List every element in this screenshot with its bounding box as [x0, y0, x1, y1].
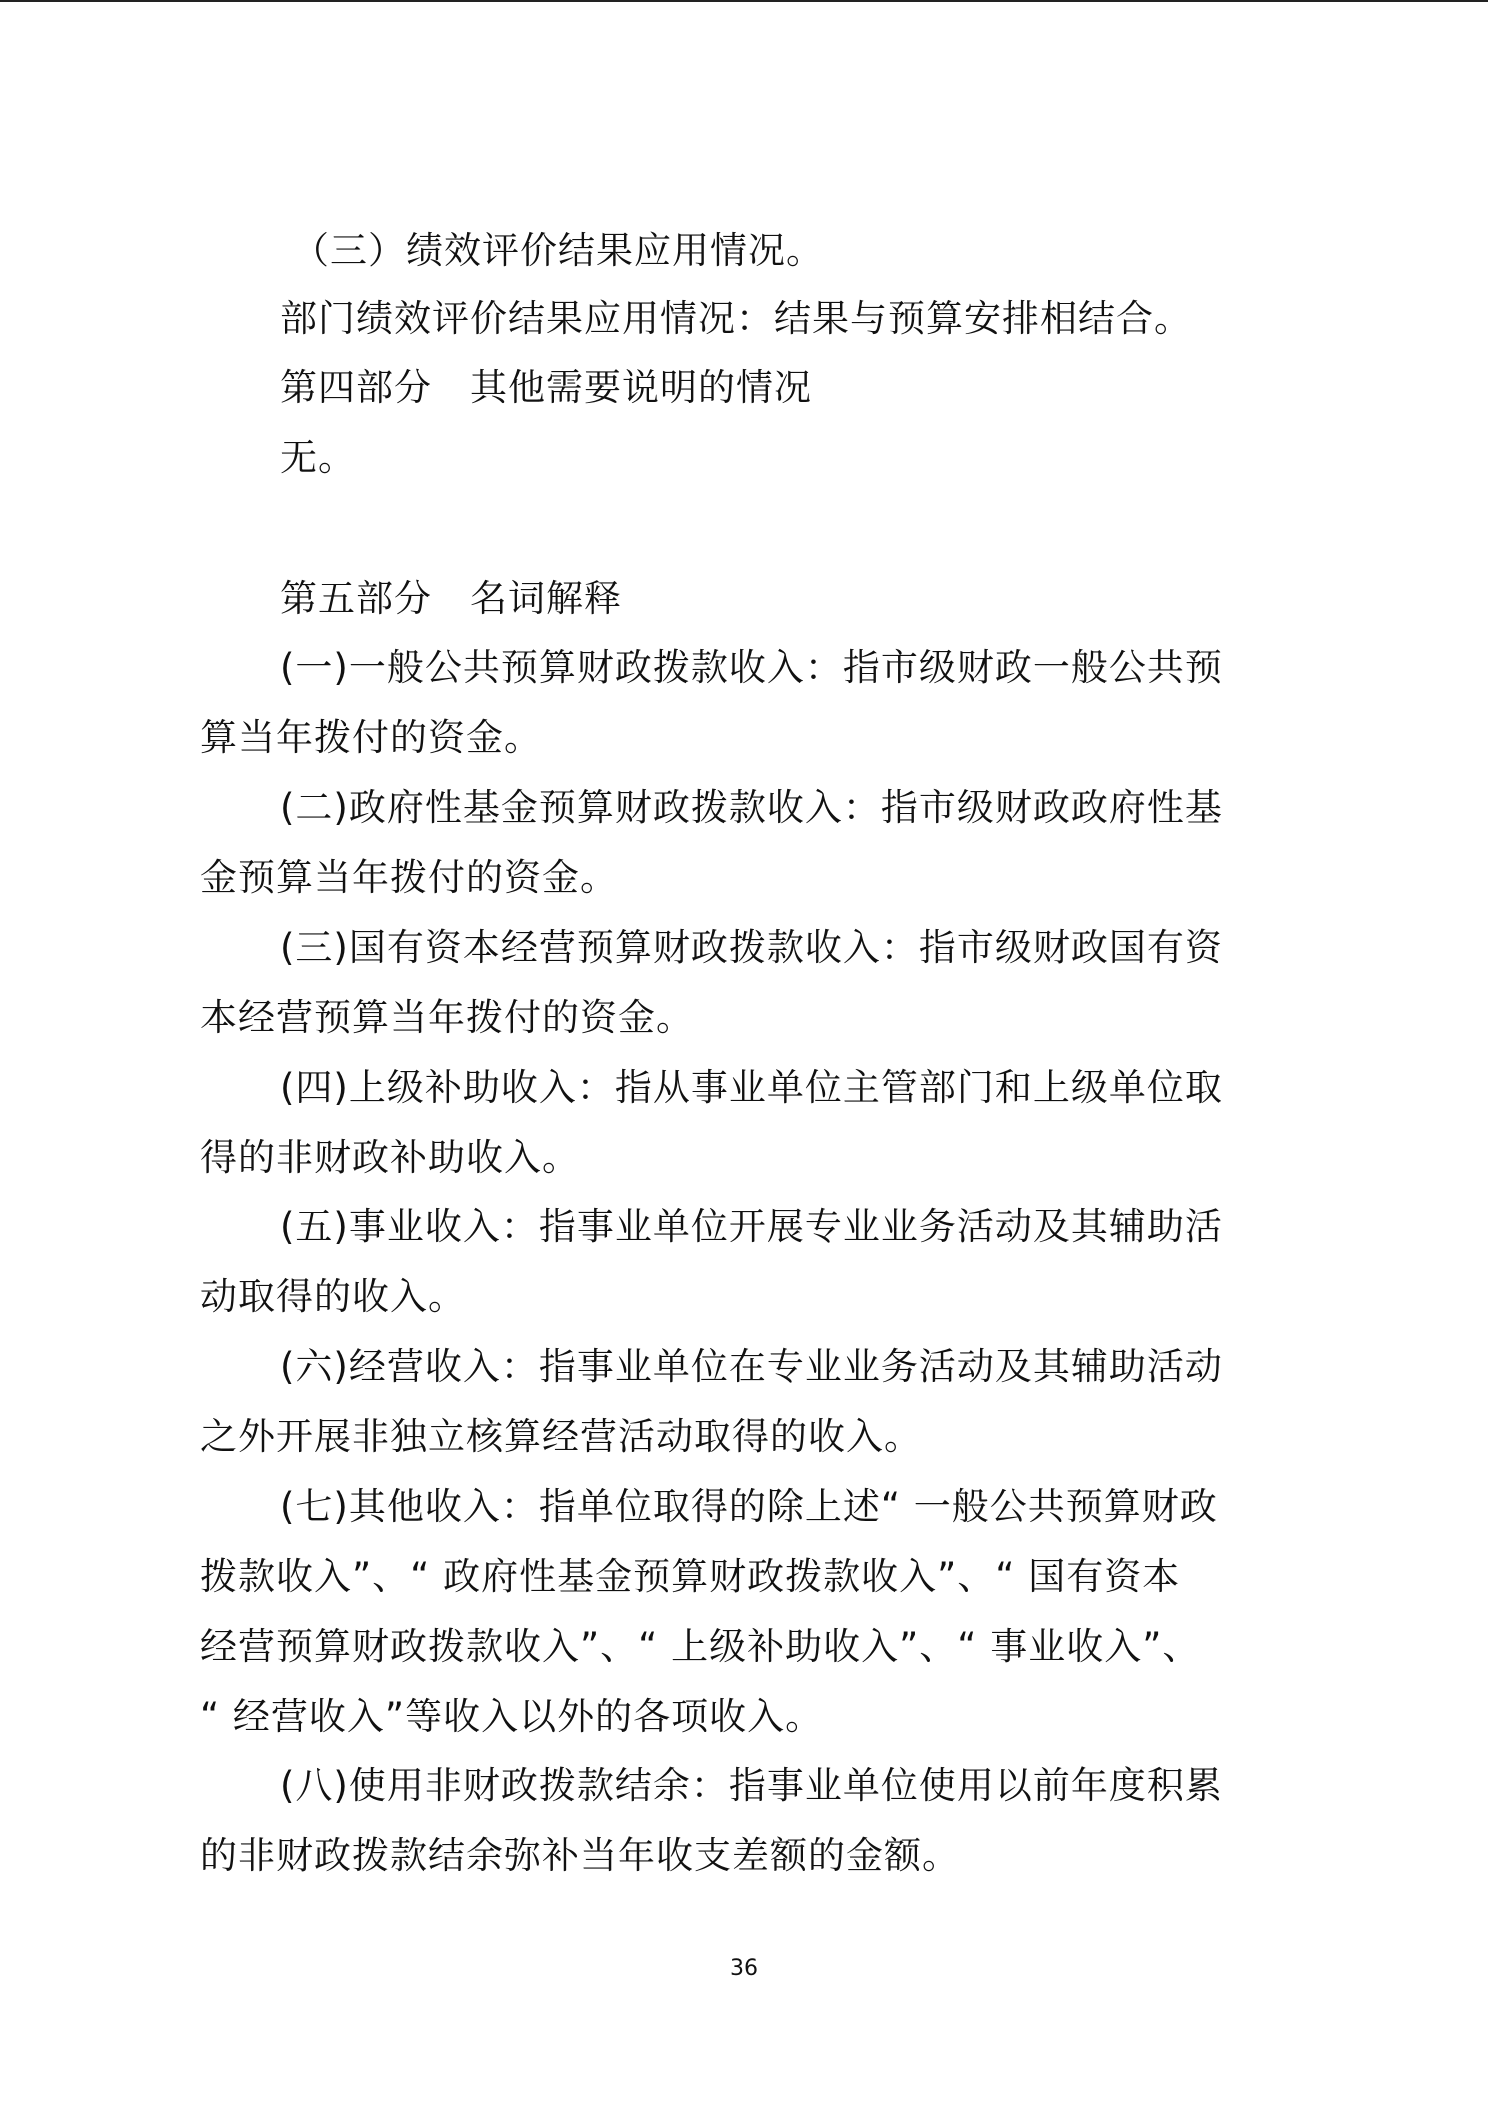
part4-heading: 第四部分 其他需要说明的情况	[280, 366, 812, 409]
term-7-line2: 拨款收入”、“ 政府性基金预算财政拨款收入”、“ 国有资本	[200, 1555, 1181, 1598]
section3-heading: （三）绩效评价结果应用情况。	[292, 229, 824, 272]
term-5-line2: 动取得的收入。	[200, 1275, 466, 1318]
part4-body: 无。	[280, 436, 356, 479]
term-4-line2: 得的非财政补助收入。	[200, 1136, 580, 1179]
section3-body: 部门绩效评价结果应用情况：结果与预算安排相结合。	[280, 297, 1192, 340]
term-2-line1: (二)政府性基金预算财政拨款收入：指市级财政政府性基	[280, 786, 1223, 829]
term-7-line1: (七)其他收入：指单位取得的除上述“ 一般公共预算财政	[280, 1485, 1218, 1528]
term-8-line1: (八)使用非财政拨款结余：指事业单位使用以前年度积累	[280, 1764, 1223, 1807]
term-8-line2: 的非财政拨款结余弥补当年收支差额的金额。	[200, 1834, 960, 1877]
term-7-line4: “ 经营收入”等收入以外的各项收入。	[200, 1695, 824, 1738]
term-3-line1: (三)国有资本经营预算财政拨款收入：指市级财政国有资	[280, 926, 1223, 969]
term-7-line3: 经营预算财政拨款收入”、“ 上级补助收入”、“ 事业收入”、	[200, 1625, 1201, 1668]
term-3-line2: 本经营预算当年拨付的资金。	[200, 996, 694, 1039]
page-number: 36	[730, 1956, 758, 1981]
term-6-line2: 之外开展非独立核算经营活动取得的收入。	[200, 1415, 922, 1458]
term-2-line2: 金预算当年拨付的资金。	[200, 856, 618, 899]
term-4-line1: (四)上级补助收入：指从事业单位主管部门和上级单位取	[280, 1066, 1223, 1109]
part5-heading: 第五部分 名词解释	[280, 577, 622, 620]
term-5-line1: (五)事业收入：指事业单位开展专业业务活动及其辅助活	[280, 1205, 1223, 1248]
term-6-line1: (六)经营收入：指事业单位在专业业务活动及其辅助活动	[280, 1345, 1223, 1388]
term-1-line1: (一)一般公共预算财政拨款收入：指市级财政一般公共预	[280, 646, 1223, 689]
term-1-line2: 算当年拨付的资金。	[200, 716, 542, 759]
